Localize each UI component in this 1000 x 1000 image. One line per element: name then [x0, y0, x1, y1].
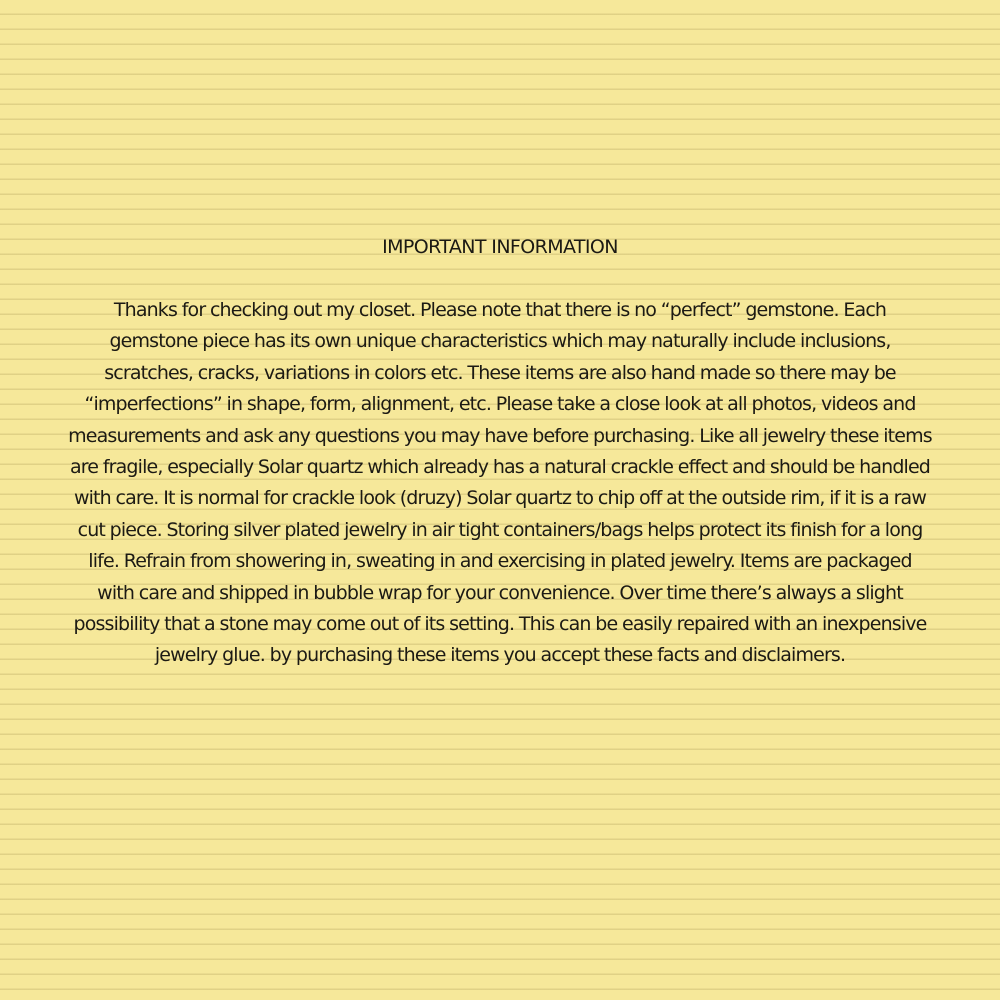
- text-line: with care and shipped in bubble wrap for your convenience. Over time there’s always a slight: [97, 581, 903, 604]
- disclaimer-text: [20, 295, 980, 672]
- document-title: IMPORTANT INFORMATION: [382, 236, 618, 258]
- text-line: with care. It is normal for crackle look (druzy) Solar quartz to chip off at the outside rim, if it is a raw: [73, 487, 927, 510]
- text-line: are fragile, especially Solar quartz which already has a natural crackle effect and should be handled: [69, 456, 931, 479]
- text-line: life. Refrain from showering in, sweating in and exercising in plated jewelry. Items are packaged: [88, 550, 912, 573]
- text-line: cut piece. Storing silver plated jewelry in air tight containers/bags helps protect its finish for a long: [77, 518, 923, 541]
- text-line: scratches, cracks, variations in colors etc. These items are also hand made so there may be: [104, 361, 896, 384]
- text-line: “imperfections” in shape, form, alignment, etc. Please take a close look at all photos, videos and: [84, 393, 916, 416]
- text-line: measurements and ask any questions you may have before purchasing. Like all jewelry these items: [68, 424, 932, 447]
- text-line: possibility that a stone may come out of its setting. This can be easily repaired with an inexpensive: [73, 613, 927, 636]
- text-line: Thanks for checking out my closet. Please note that there is no “perfect” gemstone. Each: [113, 299, 887, 321]
- text-line: gemstone piece has its own unique characteristics which may naturally include inclusions,: [109, 330, 891, 353]
- text-line: jewelry glue. by purchasing these items you accept these facts and disclaimers.: [154, 644, 846, 667]
